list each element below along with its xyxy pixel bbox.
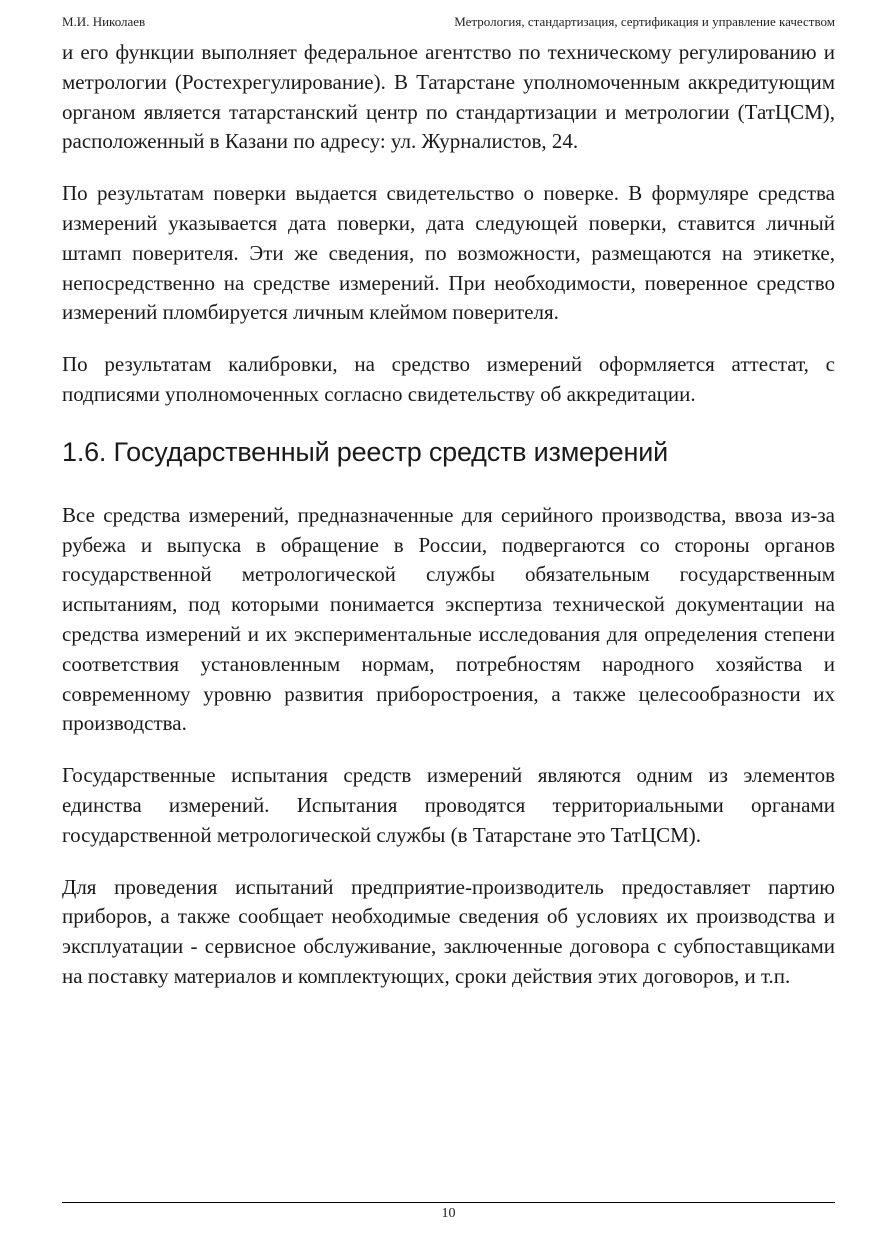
running-header <box>62 14 835 30</box>
paragraph-continuation: и его функции выполняет федеральное агентство по техническому регулированию и метрологии (Ростехрегулирование). В Татарстане уполномоченным аккредитующим органом является татарстанский центр по стандартизации и метрологии (ТатЦСМ), расположенный в Казани по адресу: ул. Журналистов, 24. <box>62 40 835 154</box>
paragraph-state-testing: Все средства измерений, предназначенные для серийного производства, ввоза из-за рубежа и выпуска в обращение в России, подвергаются со стороны органов государственной метрологической службы обязательным государственным испытаниям, под которыми понимается экспертиза технической документации на средства измерений и их экспериментальные исследования для определения степени соответствия установленным нормам, потребностям народного хозяйства и современному уровню развития приборостроения, а также целесообразности их производства. <box>62 502 835 736</box>
paragraph-calibration-certificate: По результатам калибровки, на средство измерений оформляется аттестат, с подписями уполномоченных согласно свидетельству об аккредитации. <box>62 352 835 406</box>
page-number: 10 <box>441 1206 456 1221</box>
paragraph-testing-requirements: Для проведения испытаний предприятие-производитель предоставляет партию приборов, а также сообщает необходимые сведения об условиях их производства и эксплуатации - сервисное обслуживание, заключенные договора с субпоставщиками на поставку материалов и комплектующих, сроки действия этих договоров, и т.п. <box>62 874 835 988</box>
paragraph-verification-certificate: По результатам поверки выдается свидетельство о поверке. В формуляре средства измерений указывается дата поверки, дата следующей поверки, ставится личный штамп поверителя. Эти же сведения, по возможности, размещаются на этикетке, непосредственно на средстве измерений. При необходимости, поверенное средство измерений пломбируется личным клеймом поверителя. <box>62 181 835 325</box>
body-text <box>62 38 835 1014</box>
header-author: М.И. Николаев <box>62 14 146 29</box>
header-book-title: Метрология, стандартизация, сертификация и управление качеством <box>454 14 835 29</box>
paragraph-testing-unity: Государственные испытания средств измерений являются одним из элементов единства измерений. Испытания проводятся территориальными органами государственной метрологической службы (в Татарстане это ТатЦСМ). <box>62 763 835 847</box>
footer-divider <box>62 1202 835 1203</box>
section-heading: 1.6. Государственный реестр средств измерений <box>62 436 668 467</box>
